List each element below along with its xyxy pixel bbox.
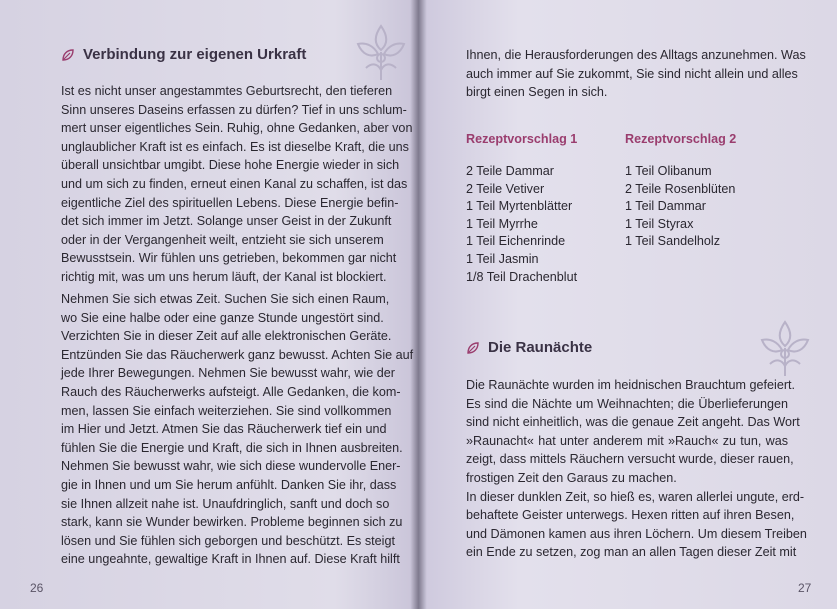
recipe-item: 1 Teil Jasmin <box>466 251 539 266</box>
text-line: birgt einen Segen in sich. <box>466 85 608 100</box>
text-line: Bewusstsein. Wir fühlen uns getrieben, bekommen gar nicht <box>61 251 397 266</box>
recipe-title-2: Rezeptvorschlag 2 <box>625 132 737 146</box>
text-line: und um sich zu finden, erneut einen Kanal zu schaffen, ist das <box>61 176 408 191</box>
text-line: stark, kann sie Wunder bewirken. Probleme beginnen sich zu <box>61 515 403 530</box>
text-line: Verzichten Sie in dieser Zeit auf alle elektronischen Geräte. <box>61 329 392 344</box>
recipe-item: 1 Teil Sandelholz <box>625 234 720 249</box>
recipe-title-1: Rezeptvorschlag 1 <box>466 132 578 146</box>
paragraph <box>466 46 806 102</box>
recipe-item: 2 Teile Vetiver <box>466 181 545 196</box>
floral-ornament-icon <box>756 318 814 380</box>
text-line: oder in der Vergangenheit weilt, entzieht sie sich unserem <box>61 232 384 247</box>
recipe-item: 1 Teil Dammar <box>625 199 706 214</box>
text-line: eigentliche Ziel des spirituellen Lebens. Diese Energie befin- <box>61 195 399 210</box>
text-line: Ihnen, die Herausforderungen des Alltags anzunehmen. Was <box>466 48 806 62</box>
text-line: richtig mit, was um uns herum läuft, der Kanal ist blockiert. <box>61 269 387 284</box>
recipe-item: 1 Teil Myrrhe <box>466 216 538 231</box>
text-line: In dieser dunklen Zeit, so hieß es, waren allerlei ungute, erd- <box>466 489 805 504</box>
paragraph <box>466 376 807 562</box>
text-line: eine ungeahnte, gewaltige Kraft in Ihnen auf. Diese Kraft hilft <box>61 552 400 567</box>
text-line: »Raunacht« hat unter anderem mit »Rauch« zu tun, was <box>466 433 788 448</box>
text-line: gie in Ihnen und um Sie herum anfühlt. Danken Sie ihr, dass <box>61 477 397 492</box>
recipe-item: 1 Teil Styrax <box>625 216 694 231</box>
recipe-list-2 <box>625 163 735 251</box>
page-number: 26 <box>30 581 44 595</box>
right-page <box>420 0 837 609</box>
text-line: Ist es nicht unser angestammtes Geburtsrecht, den tieferen <box>61 84 393 98</box>
recipe-item: 1/8 Teil Drachenblut <box>466 269 578 284</box>
text-line: wo Sie eine halbe oder eine ganze Stunde ungestört sind. <box>61 310 384 325</box>
text-line: fühlen Sie die Energie und Kraft, die sich in Ihnen ausbreiten. <box>61 440 403 455</box>
text-line: lösen und Sie fühlen sich geborgen und beschützt. Es steigt <box>61 533 395 548</box>
paragraph <box>61 290 414 569</box>
left-page <box>0 0 417 609</box>
section-heading <box>61 46 306 63</box>
text-line: jede Ihrer Bewegungen. Nehmen Sie bewusst wahr, wie der <box>61 366 395 381</box>
text-line: im Hier und Jetzt. Atmen Sie das Räucherwerk tief ein und <box>61 422 387 437</box>
text-line: Nehmen Sie bewusst wahr, wie sich diese wundervolle Ener- <box>61 459 401 474</box>
section-heading-text: Verbindung zur eigenen Urkraft <box>83 46 307 63</box>
text-line: auch immer auf Sie zukommt, Sie sind nicht allein und alles <box>466 66 798 81</box>
text-line: Sinn unseres Daseins erfassen zu dürfen? Tief in uns schlum- <box>61 102 407 117</box>
recipe-item: 1 Teil Myrtenblätter <box>466 199 573 214</box>
text-line: mert unser eigentliches Sein. Ruhig, ohne Gedanken, aber von <box>61 121 413 136</box>
recipe-item: 2 Teile Rosenblüten <box>625 181 736 196</box>
text-line: unglaublicher Kraft ist es einfach. Es ist dieselbe Kraft, die uns <box>61 139 409 154</box>
text-line: men, lassen Sie einfach weiterziehen. Sie sind vollkommen <box>61 403 392 418</box>
leaf-bullet-icon <box>61 48 75 62</box>
recipe-item: 2 Teile Dammar <box>466 164 554 178</box>
leaf-bullet-icon <box>466 341 480 355</box>
floral-ornament-icon <box>352 22 410 84</box>
text-line: zeigt, dass mittels Räuchern versucht wurde, dieser rauen, <box>466 452 794 467</box>
text-line: sind nicht einheitlich, was die genaue Zeit angeht. Das Wort <box>466 415 800 430</box>
recipe-item: 1 Teil Eichenrinde <box>466 234 566 249</box>
text-line: behaftete Geister unterwegs. Hexen ritten auf ihren Besen, <box>466 508 795 523</box>
text-line: Entzünden Sie das Räucherwerk ganz bewusst. Achten Sie auf <box>61 347 414 362</box>
section-heading-text: Die Raunächte <box>488 339 593 356</box>
text-line: ein Ende zu setzen, zog man an allen Tagen dieser Zeit mit <box>466 545 797 560</box>
paragraph <box>61 82 413 287</box>
section-heading <box>466 339 592 356</box>
text-line: Die Raunächte wurden im heidnischen Brauchtum gefeiert. <box>466 378 796 392</box>
page-number: 27 <box>798 581 812 595</box>
text-line: Es sind die Nächte um Weihnachten; die Überlieferungen <box>466 396 788 411</box>
text-line: Nehmen Sie sich etwas Zeit. Suchen Sie sich einen Raum, <box>61 292 390 306</box>
text-line: det sich immer im Jetzt. Solange unser Geist in der Zukunft <box>61 214 392 229</box>
text-line: überall unsichtbar umgibt. Diese hohe Energie wieder in sich <box>61 158 400 173</box>
text-line: frostigen Zeit den Garaus zu machen. <box>466 470 677 485</box>
recipe-item: 1 Teil Olibanum <box>625 164 712 178</box>
recipe-list-1 <box>466 163 577 286</box>
text-line: Rauch des Räucherwerks aufsteigt. Alle Gedanken, die kom- <box>61 384 401 399</box>
text-line: sie Ihnen allzeit nahe ist. Unaufdringlich, sanft und doch so <box>61 496 390 511</box>
text-line: und Dämonen kamen aus ihren Löchern. Um diesem Treiben <box>466 526 807 541</box>
